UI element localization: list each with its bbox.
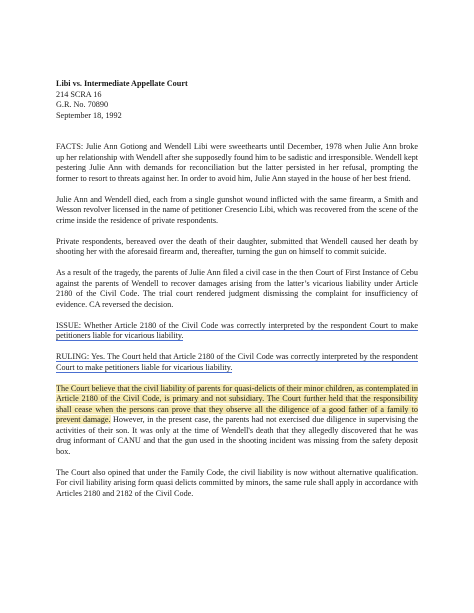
ruling-paragraph — [56, 352, 418, 373]
case-header — [56, 79, 418, 121]
death-paragraph: Julie Ann and Wendell died, each from a single gunshot wound inflicted with the same firearm, a Smith and Wesson revolver licensed in the name of petitioner Cresencio Libi, which was recovered from the scene of the crime inside the residence of private respondents. — [56, 194, 418, 225]
case-date: September 18, 1992 — [56, 110, 122, 120]
ruling-text: RULING: Yes. The Court held that Article 2180 of the Civil Code was correctly interpreted by the respondent Court to make petitioners liable for vicarious liability. — [56, 352, 418, 372]
case-title: Libi vs. Intermediate Appellate Court — [56, 79, 188, 88]
case-gr-number: G.R. No. 70890 — [56, 100, 109, 109]
court-belief-paragraph — [56, 384, 418, 458]
respondents-paragraph: Private respondents, bereaved over the death of their daughter, submitted that Wendell caused her death by shooting her with the aforesaid firearm and, thereafter, turning the gun on himself to commit suicide. — [56, 236, 418, 256]
issue-paragraph — [56, 321, 418, 342]
case-citation: 214 SCRA 16 — [56, 89, 102, 99]
court-belief-rest: However, in the present case, the parents had not exercised due diligence in supervising the activities of their son. It was only at the time of Wendell's death that they allegedly discovered that he was drug informant of CANU and that the gun used in the shooting incident was missing from the safety deposit box. — [56, 415, 418, 456]
highlighted-text: The Court believe that the civil liability of parents for quasi-delicts of their minor children, as contemplated in Article 2180 of the Civil Code, is primary and not subsidiary. The Court further held that the responsibility shall cease when the persons can prove that they observe all the diligence of a good father of a family to prevent damage. — [56, 383, 418, 424]
family-code-paragraph: The Court also opined that under the Family Code, the civil liability is now without alternative qualification. For civil liability arising form quasi delicts committed by minors, the same rule shall apply in accordance with Articles 2180 and 2182 of the Civil Code. — [56, 467, 418, 498]
facts-paragraph: FACTS: Julie Ann Gotiong and Wendell Libi were sweethearts until December, 1978 when Julie Ann broke up her relationship with Wendell after she supposedly found him to be sadistic and irresponsible. Wendell kept pestering Julie Ann with demands for reconciliation but the latter persisted in her refusal, prompting the former to resort to threats against her. In order to avoid him, Julie Ann stayed in the house of her best friend. — [56, 142, 418, 183]
issue-text: ISSUE: Whether Article 2180 of the Civil Code was correctly interpreted by the respondent Court to make petitioners liable for vicarious liability. — [56, 320, 418, 340]
tragedy-paragraph: As a result of the tragedy, the parents of Julie Ann filed a civil case in the then Court of First Instance of Cebu against the parents of Wendell to recover damages arising from the latter’s vicarious liability under Article 2180 of the Civil Code. The trial court rendered judgment dismissing the complaint for insufficiency of evidence. CA reversed the decision. — [56, 268, 418, 309]
